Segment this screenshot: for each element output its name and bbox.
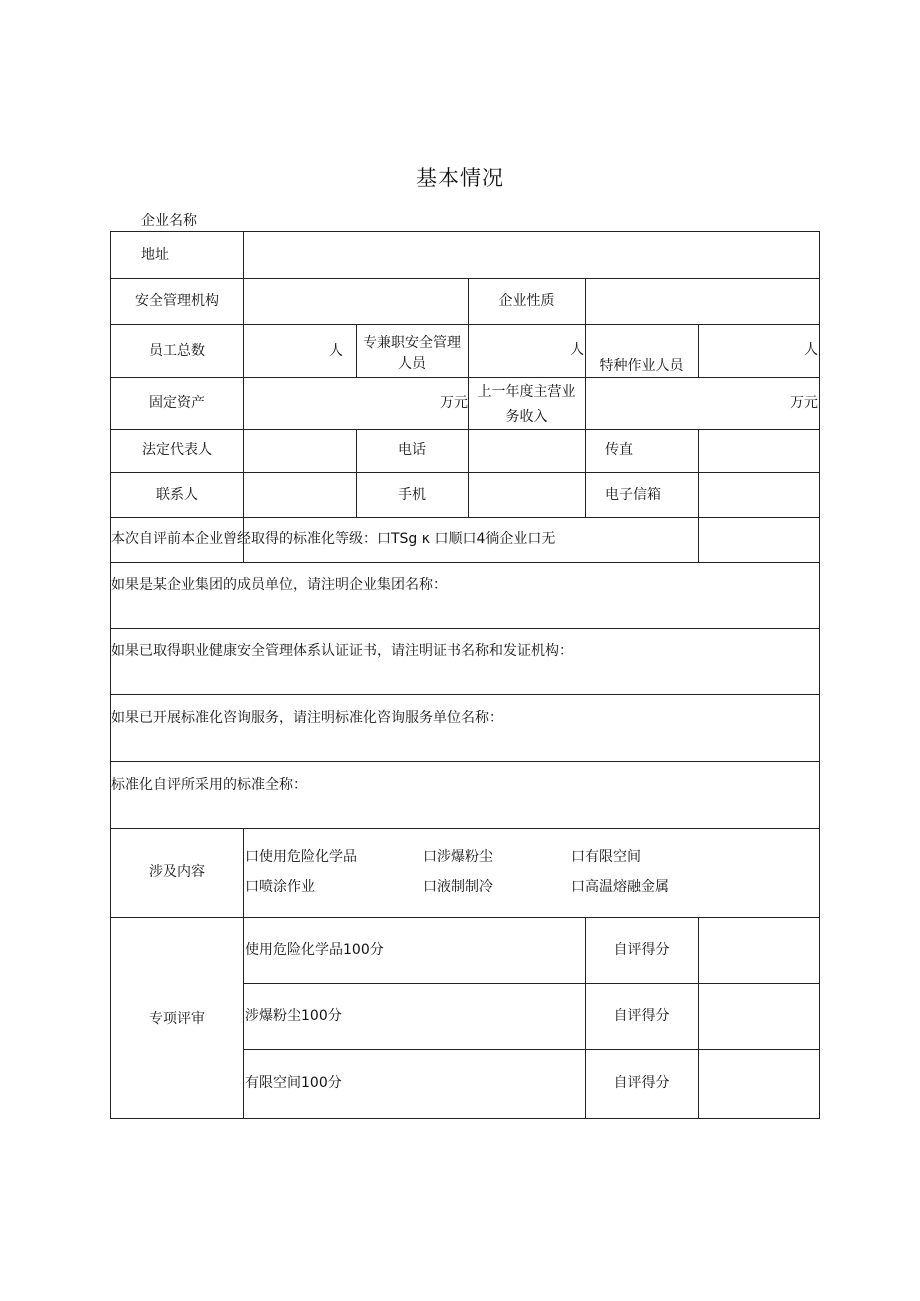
col-divider [243, 828, 244, 1118]
review-item-name: 使用危险化学品100分 [245, 942, 384, 958]
involved-content-label: 涉及内容 [149, 864, 205, 880]
self-score-label: 自评得分 [613, 1075, 670, 1091]
self-score-label: 自评得分 [613, 1008, 670, 1024]
safety-staff-label-line2: 人员 [398, 356, 426, 372]
col-divider [585, 429, 586, 517]
page-title: 基本情况 [416, 166, 504, 190]
enterprise-nature-label: 企业性质 [498, 293, 555, 309]
revenue-label-line1: 上一年度主营业 [477, 384, 576, 400]
company-name-label: 企业名称 [141, 213, 197, 229]
fax-label: 传直 [605, 442, 633, 458]
ohs-cert-statement: 如果已取得职业健康安全管理体系认证证书，请注明证书名称和发证机构： [111, 643, 573, 659]
row-divider [111, 628, 819, 629]
total-staff-unit: 人 [329, 343, 343, 359]
fixed-assets-unit: 万元 [440, 395, 468, 411]
review-item-name: 涉爆粉尘100分 [245, 1008, 342, 1024]
revenue-unit: 万元 [790, 395, 818, 411]
phone-label: 电话 [398, 442, 426, 458]
option-hazardous-chemicals[interactable]: 口使用危险化学品 [245, 849, 357, 865]
consulting-statement: 如果已开展标准化咨询服务，请注明标准化咨询服务单位名称： [111, 710, 503, 726]
option-confined-space[interactable]: 口有限空间 [571, 849, 641, 865]
option-explosive-dust[interactable]: 口涉爆粉尘 [423, 849, 493, 865]
basic-info-form [110, 231, 820, 1119]
prior-level-statement: 本次自评前本企业曾经取得的标准化等级：口TSg κ 口顺口4徜企业口无 [111, 531, 556, 547]
fax-field[interactable] [699, 430, 819, 471]
safety-org-field[interactable] [244, 279, 467, 323]
mobile-label: 手机 [398, 487, 426, 503]
email-field[interactable] [699, 473, 819, 516]
phone-field[interactable] [469, 430, 584, 471]
email-label: 电子信箱 [605, 487, 661, 503]
enterprise-nature-field[interactable] [586, 279, 819, 323]
row-divider [111, 517, 819, 518]
mobile-field[interactable] [469, 473, 584, 516]
contact-label: 联系人 [156, 487, 198, 503]
self-score-label: 自评得分 [613, 942, 670, 958]
row-divider [111, 761, 819, 762]
legal-rep-field[interactable] [244, 430, 355, 471]
revenue-label-line2: 务收入 [505, 409, 548, 425]
safety-staff-unit: 人 [570, 342, 584, 358]
special-ops-unit: 人 [804, 342, 818, 358]
special-review-label: 专项评审 [149, 1011, 205, 1027]
row-divider [111, 694, 819, 695]
fixed-assets-label: 固定资产 [149, 395, 205, 411]
address-field[interactable] [244, 233, 819, 277]
contact-field[interactable] [244, 473, 355, 516]
review-item-name: 有限空间100分 [245, 1075, 342, 1091]
row-divider [111, 562, 819, 563]
self-score-field[interactable] [699, 1050, 819, 1118]
total-staff-label: 员工总数 [149, 343, 205, 359]
option-molten-metal[interactable]: 口高温熔融金属 [571, 879, 669, 895]
safety-staff-label-line1: 专兼职安全管理 [363, 335, 461, 351]
self-score-field[interactable] [699, 984, 819, 1048]
legal-rep-label: 法定代表人 [142, 442, 212, 458]
option-ammonia-refrigeration[interactable]: 口液制制冷 [423, 879, 493, 895]
row-divider [111, 377, 819, 378]
safety-org-label: 安全管理机构 [135, 293, 219, 309]
group-member-statement: 如果是某企业集团的成员单位，请注明企业集团名称： [111, 577, 447, 593]
address-label: 地址 [141, 247, 169, 263]
self-score-field[interactable] [699, 918, 819, 982]
row-divider [111, 828, 819, 829]
option-spray-painting[interactable]: 口喷涂作业 [245, 879, 315, 895]
special-ops-label: 特种作业人员 [599, 358, 684, 374]
row-divider [111, 324, 819, 325]
standard-name-statement: 标准化自评所采用的标准全称： [111, 777, 307, 793]
